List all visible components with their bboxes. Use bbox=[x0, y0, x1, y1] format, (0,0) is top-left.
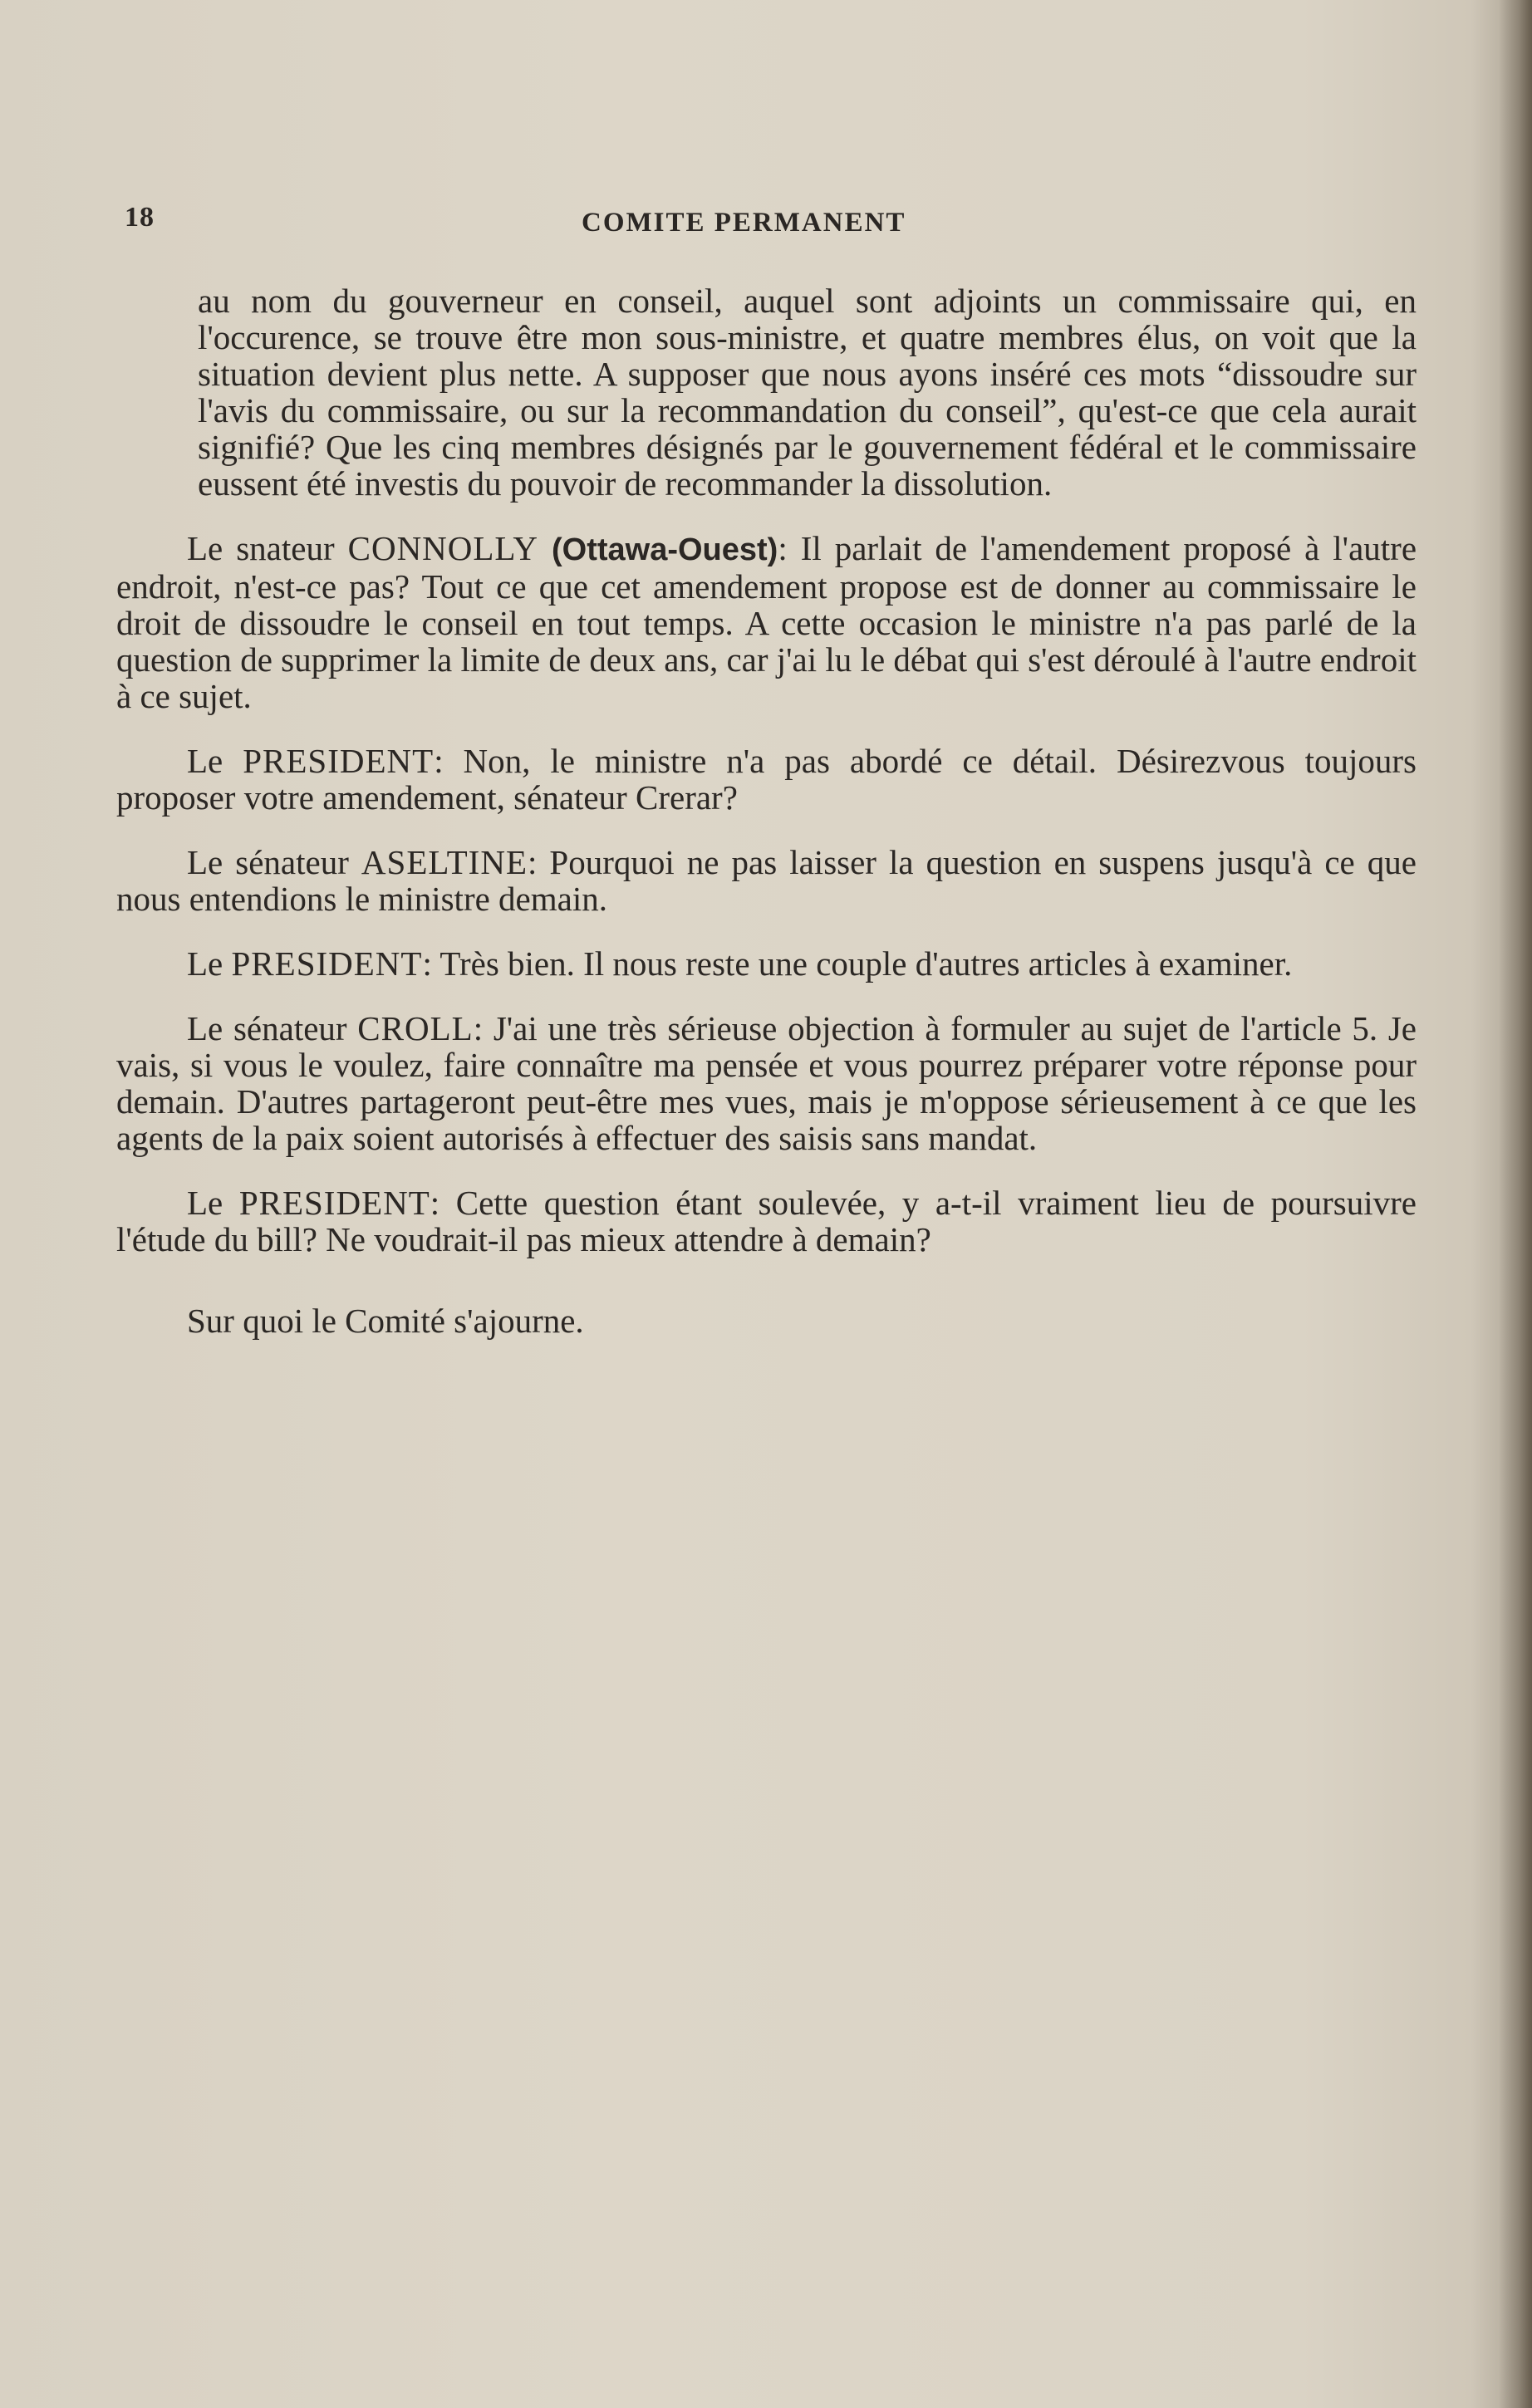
speech-president bbox=[116, 1184, 1417, 1258]
speaker-title: Le sénateur bbox=[187, 1009, 347, 1047]
speaker-name: PRESIDENT bbox=[238, 1184, 430, 1222]
speaker-riding: (Ottawa-Ouest) bbox=[551, 532, 778, 567]
paragraph-text: au nom du gouverneur en conseil, auquel sont adjoints un commissaire qui, en l'occurence, se trouve être mon sous-ministre, et quatre membres élus, on voit que la situation devient plus nette. A supposer que nous ayons inséré ces mots “dissoudre sur l'avis du commissaire, ou sur la recommandation du conseil”, qu'est-ce que cela aurait signifié? Que les cinq membres désignés par le gouvernement fédéral et le commissaire eussent été investis du pouvoir de recommander la dissolution. bbox=[198, 282, 1417, 503]
page-gutter-shadow bbox=[1499, 0, 1532, 2408]
adjournment-note: Sur quoi le Comité s'ajourne. bbox=[187, 1302, 584, 1340]
speech-text: : J'ai une très sérieuse objection à formuler au sujet de l'article 5. Je vais, si vous le voulez, faire connaître ma pensée et vous pourrez préparer votre réponse pour demain. D'autres partageront peut-être mes vues, mais je m'oppose sérieusement à ce que les agents de la paix soient autorisés à effectuer des saisis sans mandat. bbox=[116, 1009, 1417, 1157]
speaker-name: PRESIDENT bbox=[243, 742, 435, 780]
body-text bbox=[116, 282, 1417, 1367]
speech-text: : Il parlait de l'amendement proposé à l'autre endroit, n'est-ce pas? Tout ce que cet amendement propose est de donner au commissaire le droit de dissoudre le conseil en tout temps. A cette occasion le ministre n'a pas parlé de la question de supprimer la limite de deux ans, car j'ai lu le débat qui s'est déroulé à l'autre endroit à ce sujet. bbox=[116, 529, 1417, 715]
speech-text: : Non, le ministre n'a pas abordé ce détail. Désirezvous toujours proposer votre amendement, sénateur Crerar? bbox=[116, 742, 1417, 817]
speech-text: : Pourquoi ne pas laisser la question en suspens jusqu'à ce que nous entendions le ministre demain. bbox=[116, 843, 1417, 918]
speech-croll bbox=[116, 1010, 1417, 1156]
continued-paragraph bbox=[116, 282, 1417, 502]
speaker-title: Le bbox=[187, 1184, 223, 1222]
speech-aseltine bbox=[116, 844, 1417, 917]
speaker-title: Le snateur bbox=[187, 529, 335, 567]
speaker-name: PRESIDENT bbox=[231, 944, 423, 983]
page-number: 18 bbox=[125, 202, 155, 233]
speaker-name: ASELTINE bbox=[361, 843, 528, 881]
speech-text: : Très bien. Il nous reste une couple d'autres articles à examiner. bbox=[422, 944, 1293, 983]
running-head: COMITE PERMANENT bbox=[582, 208, 906, 238]
speaker-title: Le bbox=[187, 944, 223, 983]
speech-text: : Cette question étant soulevée, y a-t-il vraiment lieu de poursuivre l'étude du bill? Ne voudrait-il pas mieux attendre à demain? bbox=[116, 1184, 1417, 1258]
speech-president bbox=[116, 743, 1417, 816]
speech-connolly bbox=[116, 530, 1417, 714]
speaker-name: CROLL bbox=[357, 1009, 474, 1047]
speaker-title: Le sénateur bbox=[187, 843, 349, 881]
speaker-title: Le bbox=[187, 742, 223, 780]
speech-president bbox=[116, 945, 1417, 982]
speaker-name: CONNOLLY bbox=[347, 529, 538, 567]
